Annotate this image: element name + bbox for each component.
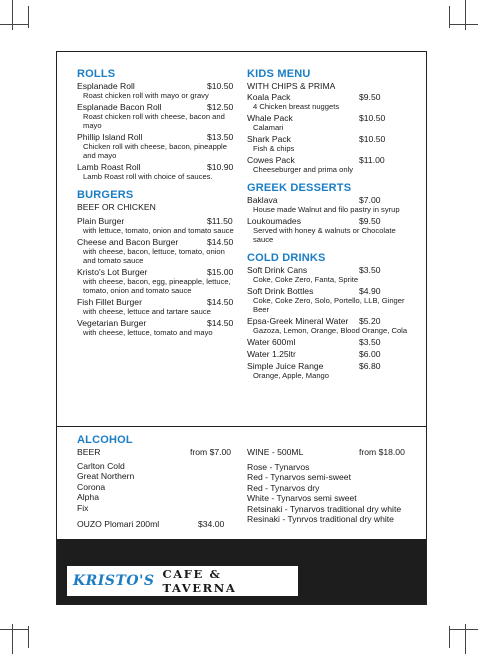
menu-item-description: House made Walnut and filo pastry in syrup <box>253 205 400 214</box>
menu-item-price: $12.50 <box>207 102 234 112</box>
left-column <box>77 68 235 339</box>
menu-item-row <box>247 134 417 144</box>
rolls-heading: ROLLS <box>77 68 116 80</box>
menu-item <box>247 349 417 359</box>
wine-item: Red - Tynarvos dry <box>247 482 320 493</box>
menu-item <box>247 195 417 214</box>
section-divider <box>57 426 426 427</box>
menu-item-row <box>77 132 235 142</box>
crop-mark <box>0 24 28 25</box>
crop-mark <box>450 24 478 25</box>
menu-item-description: Orange, Apple, Mango <box>253 371 329 380</box>
menu-item-price: $9.50 <box>359 92 381 102</box>
menu-item-name: Soft Drink Cans <box>247 265 308 275</box>
menu-item-row <box>77 162 235 172</box>
menu-item-name: Water 600ml <box>247 337 296 347</box>
menu-item-row <box>247 337 417 347</box>
menu-item-description: with cheese, lettuce, tomato and mayo <box>83 328 213 337</box>
menu-item-price: $10.50 <box>359 113 386 123</box>
beer-item: Great Northern <box>77 471 135 481</box>
beer-item: Alpha <box>77 492 99 502</box>
menu-item-row <box>247 349 417 359</box>
menu-item-price: $14.50 <box>207 237 234 247</box>
menu-item-row <box>77 267 235 277</box>
kids-heading: KIDS MENU <box>247 68 311 80</box>
menu-item-name: Cowes Pack <box>247 155 295 165</box>
menu-item <box>247 92 417 111</box>
menu-item <box>77 102 235 130</box>
brand-logo <box>67 566 298 596</box>
menu-item-row <box>77 297 235 307</box>
crop-mark <box>0 629 28 630</box>
menu-item <box>247 316 417 335</box>
menu-item <box>77 81 235 100</box>
menu-item-description: Served with honey & walnuts or Chocolate sauce <box>253 226 396 244</box>
kids-subtitle: WITH CHIPS & PRIMA <box>247 81 336 91</box>
menu-item <box>247 113 417 132</box>
ouzo-row <box>77 519 235 530</box>
alcohol-heading: ALCOHOL <box>77 434 133 446</box>
menu-item-description: Lamb Roast roll with choice of sauces. <box>83 172 213 181</box>
menu-item-name: Plain Burger <box>77 216 125 226</box>
menu-item-price: $15.00 <box>207 267 234 277</box>
menu-item-name: Shark Pack <box>247 134 291 144</box>
menu-item-price: $11.50 <box>207 216 233 226</box>
menu-item-row <box>247 113 417 123</box>
menu-item-name: Koala Pack <box>247 92 291 102</box>
rolls-list <box>77 81 235 181</box>
menu-item-row <box>77 237 235 247</box>
menu-item <box>247 134 417 153</box>
desserts-list <box>247 195 417 244</box>
crop-mark <box>449 6 450 28</box>
menu-item <box>77 162 235 181</box>
menu-item <box>77 216 235 235</box>
menu-item-description: Coke, Coke Zero, Fanta, Sprite <box>253 275 359 284</box>
crop-mark <box>449 626 450 648</box>
beer-list <box>77 461 235 514</box>
menu-item-name: Water 1.25ltr <box>247 349 296 359</box>
menu-item-name: Fish Fillet Burger <box>77 297 142 307</box>
wine-item: White - Tynarvos semi sweet <box>247 493 357 503</box>
menu-item-name: Kristo's Lot Burger <box>77 267 148 277</box>
menu-item-price: $3.50 <box>359 337 381 347</box>
wine-row <box>247 447 417 458</box>
menu-item-description: Roast chicken roll with cheese, bacon and mayo <box>83 112 225 130</box>
menu-item-description: Roast chicken roll with mayo or gravy <box>83 91 209 100</box>
menu-item-row <box>77 102 235 112</box>
menu-item-price: $9.50 <box>359 216 381 226</box>
footer-band <box>57 539 426 604</box>
menu-item-price: $14.50 <box>207 318 234 328</box>
crop-mark <box>28 6 29 28</box>
menu-item-name: Simple Juice Range <box>247 361 324 371</box>
menu-item-description: Gazoza, Lemon, Orange, Blood Orange, Cola <box>253 326 408 335</box>
menu-item-price: $13.50 <box>207 132 234 142</box>
menu-item-row <box>247 286 417 296</box>
menu-item <box>247 216 417 244</box>
menu-item <box>77 237 235 265</box>
menu-item <box>247 286 417 314</box>
menu-item <box>247 265 417 284</box>
menu-item-description: Chicken roll with cheese, bacon, pineapple and mayo <box>83 142 227 160</box>
menu-item-row <box>77 81 235 91</box>
menu-sheet <box>56 51 427 605</box>
menu-item-price: $10.50 <box>359 134 386 144</box>
menu-item-price: $3.50 <box>359 265 381 275</box>
menu-item-row <box>247 316 417 326</box>
wine-item: Retsinaki - Tynarvos traditional dry white <box>247 503 402 514</box>
menu-item-name: Loukoumades <box>247 216 301 226</box>
menu-item-description: Coke, Coke Zero, Solo, Portello, LLB, Ginger Beer <box>253 296 405 314</box>
menu-item-row <box>77 216 235 226</box>
menu-item-description: with lettuce, tomato, onion and tomato sauce <box>83 226 234 235</box>
menu-item-price: $10.50 <box>207 81 234 91</box>
wine-label: WINE - 500ML <box>247 447 304 457</box>
right-column <box>247 68 417 382</box>
menu-item-price: $6.80 <box>359 361 381 371</box>
alcohol-left <box>77 434 235 530</box>
menu-item-price: $14.50 <box>207 297 234 307</box>
beer-item: Carlton Cold <box>77 460 125 471</box>
menu-item-row <box>247 155 417 165</box>
menu-item <box>247 155 417 174</box>
menu-item-name: Cheese and Bacon Burger <box>77 237 179 247</box>
wine-list <box>247 462 417 525</box>
menu-item-price: $10.90 <box>207 162 234 172</box>
wine-item: Resinaki - Tynrvos traditional dry white <box>247 514 394 524</box>
drinks-list <box>247 265 417 380</box>
kids-list <box>247 92 417 174</box>
brand-name: KRISTO'S <box>73 573 155 589</box>
menu-item-description: Fish & chips <box>253 144 295 153</box>
menu-item-name: Soft Drink Bottles <box>247 286 314 296</box>
burgers-subtitle: BEEF OR CHICKEN <box>77 202 156 212</box>
menu-item-name: Esplanade Roll <box>77 81 135 91</box>
menu-item-row <box>247 265 417 275</box>
menu-item-row <box>247 361 417 371</box>
menu-item-price: $6.00 <box>359 349 381 359</box>
crop-mark <box>465 0 466 30</box>
crop-mark <box>450 629 478 630</box>
beer-item: Corona <box>77 481 106 492</box>
menu-item-description: with cheese, bacon, lettuce, tomato, onion and tomato sauce <box>83 247 225 265</box>
crop-mark <box>28 626 29 648</box>
wine-item: Rose - Tynarvos <box>247 461 310 472</box>
menu-item-price: $5.20 <box>359 316 381 326</box>
menu-item-price: $11.00 <box>359 155 385 165</box>
beer-row <box>77 447 235 458</box>
menu-item-row <box>247 92 417 102</box>
menu-item <box>77 297 235 316</box>
menu-item-description: with cheese, bacon, egg, pineapple, lettuce, tomato, onion and tomato sauce <box>83 277 231 295</box>
menu-item-description: Cheeseburger and prima only <box>253 165 354 174</box>
menu-item <box>77 267 235 295</box>
drinks-heading: COLD DRINKS <box>247 252 326 264</box>
menu-item-name: Phillip Island Roll <box>77 132 143 142</box>
ouzo-price: $34.00 <box>198 519 225 529</box>
menu-item-row <box>77 318 235 328</box>
menu-item-price: $7.00 <box>359 195 381 205</box>
menu-item-name: Baklava <box>247 195 278 205</box>
menu-item <box>247 361 417 380</box>
beer-item: Fix <box>77 502 89 513</box>
menu-item-name: Lamb Roast Roll <box>77 162 141 172</box>
beer-label: BEER <box>77 447 101 457</box>
menu-item-description: Calamari <box>253 123 284 132</box>
burgers-list <box>77 216 235 337</box>
menu-item-name: Epsa-Greek Mineral Water <box>247 316 349 326</box>
burgers-heading: BURGERS <box>77 189 134 201</box>
menu-item-row <box>247 216 417 226</box>
menu-item-description: 4 Chicken breast nuggets <box>253 102 340 111</box>
wine-item: Red - Tynarvos semi-sweet <box>247 472 351 482</box>
menu-item <box>247 337 417 347</box>
menu-item-description: with cheese, lettuce and tartare sauce <box>83 307 211 316</box>
beer-price: from $7.00 <box>190 447 232 457</box>
crop-mark <box>12 0 13 30</box>
menu-item-name: Vegetarian Burger <box>77 318 147 328</box>
menu-item-row <box>247 195 417 205</box>
menu-item-price: $4.90 <box>359 286 381 296</box>
ouzo-name: OUZO Plomari 200ml <box>77 519 160 529</box>
alcohol-right <box>247 447 417 525</box>
brand-tagline: CAFE & TAVERNA <box>162 567 237 595</box>
menu-item-name: Esplanade Bacon Roll <box>77 102 162 112</box>
menu-item <box>77 318 235 337</box>
desserts-heading: GREEK DESSERTS <box>247 182 352 194</box>
wine-price: from $18.00 <box>359 447 405 457</box>
menu-item-name: Whale Pack <box>247 113 293 123</box>
menu-item <box>77 132 235 160</box>
